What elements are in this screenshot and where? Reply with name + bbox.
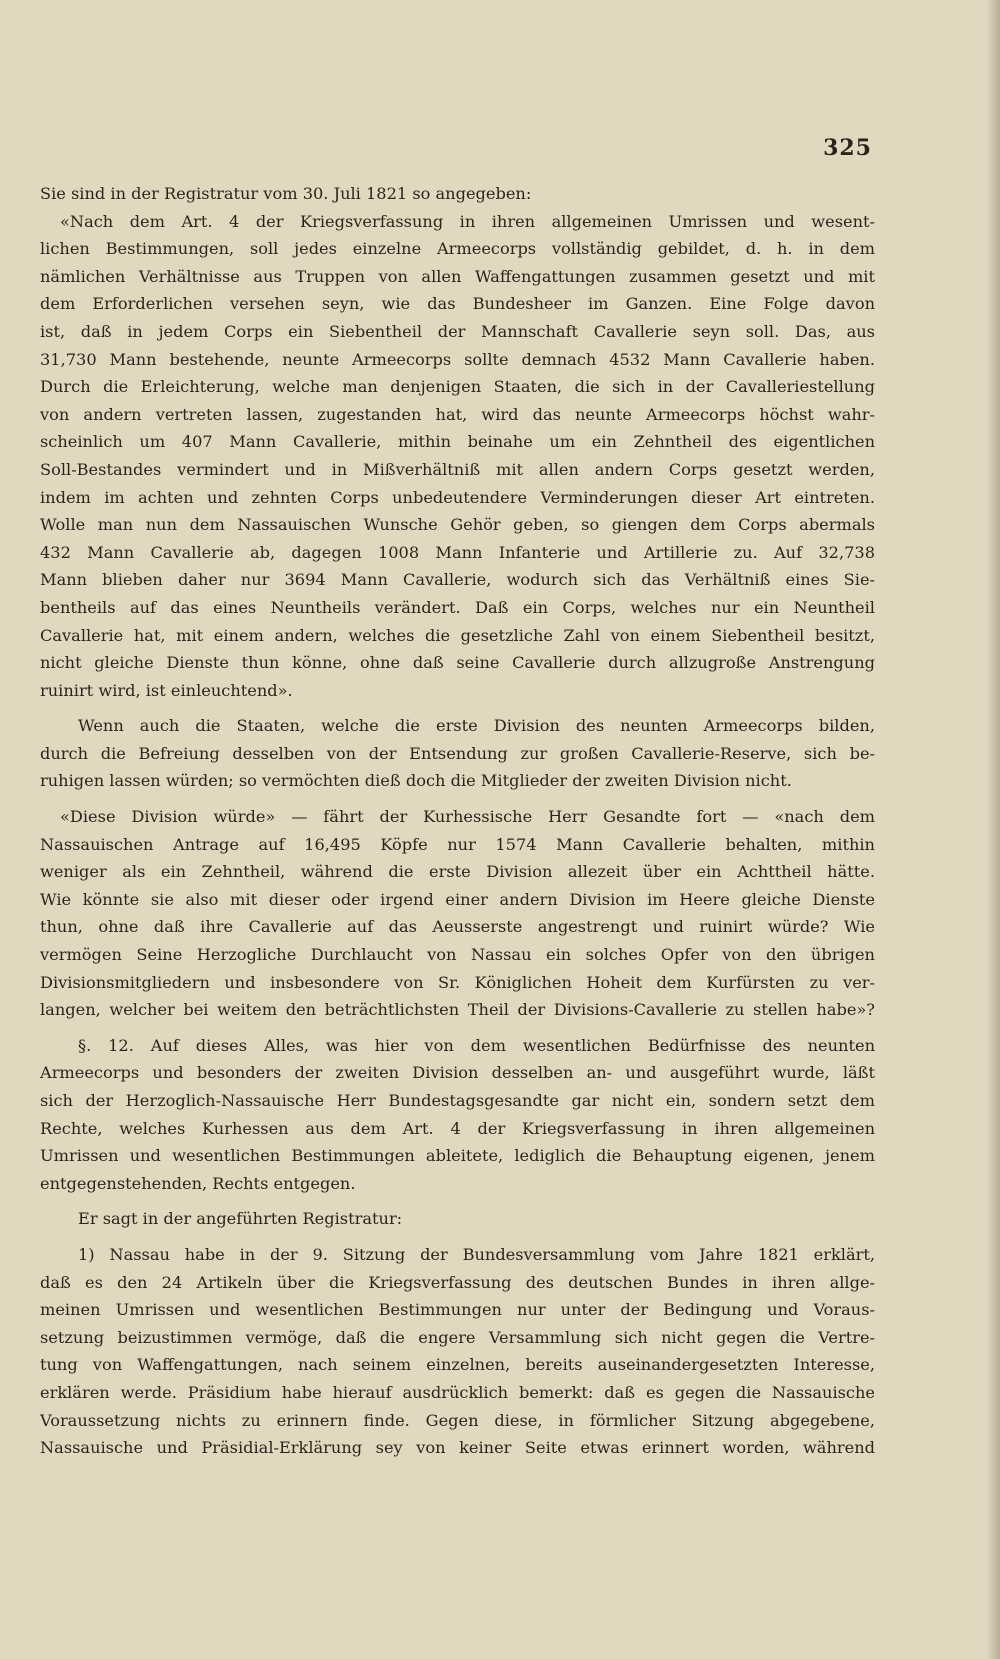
text-line: Wie könnte sie also mit dieser oder irgend einer andern Division im Heere gleiche Dienste [40, 889, 875, 909]
text-line: dem Erforderlichen versehen seyn, wie das Bundesheer im Ganzen. Eine Folge davon [40, 294, 875, 314]
text-line: tung von Waffengattungen, nach seinem einzelnen, bereits auseinandergesetzten Interesse, [40, 1355, 875, 1375]
text-line: Sie sind in der Registratur vom 30. Juli 1821 so angegeben: [40, 184, 532, 203]
text-line: Nassauischen Antrage auf 16,495 Köpfe nur 1574 Mann Cavallerie behalten, mithin [40, 834, 875, 854]
text-line: Wenn auch die Staaten, welche die erste Division des neunten Armeecorps bilden, [78, 716, 875, 736]
text-line: Divisionsmitgliedern und insbesondere von Sr. Königlichen Hoheit dem Kurfürsten zu ver- [40, 972, 875, 992]
paragraph-gap [40, 795, 875, 803]
paragraph-gap [40, 704, 875, 712]
page-edge-shadow [986, 0, 1000, 1659]
paragraph-gap [40, 1024, 875, 1032]
text-line: daß es den 24 Artikeln über die Kriegsverfassung des deutschen Bundes in ihren allge- [40, 1272, 875, 1292]
text-line: 432 Mann Cavallerie ab, dagegen 1008 Mann Infanterie und Artillerie zu. Auf 32,738 [40, 542, 875, 562]
text-line: nämlichen Verhältnisse aus Truppen von allen Waffengattungen zusammen gesetzt und mit [40, 266, 875, 286]
text-line: bentheils auf das eines Neuntheils verändert. Daß ein Corps, welches nur ein Neuntheil [40, 597, 875, 617]
text-line: Soll-Bestandes vermindert und in Mißverhältniß mit allen andern Corps gesetzt werden, [40, 459, 875, 479]
text-line: von andern vertreten lassen, zugestanden hat, wird das neunte Armeecorps höchst wahr- [40, 404, 875, 424]
text-line: Wolle man nun dem Nassauischen Wunsche Gehör geben, so giengen dem Corps abermals [40, 515, 875, 535]
text-line: vermögen Seine Herzogliche Durchlaucht von Nassau ein solches Opfer von den übrigen [40, 945, 875, 965]
text-line: Umrissen und wesentlichen Bestimmungen ableitete, lediglich die Behauptung eigenen, jenem [40, 1146, 875, 1166]
text-line: thun, ohne daß ihre Cavallerie auf das Aeusserste angestrengt und ruinirt würde? Wie [40, 917, 875, 937]
text-line: nicht gleiche Dienste thun könne, ohne daß seine Cavallerie durch allzugroße Anstrengung [40, 653, 875, 673]
body-text [40, 180, 875, 1462]
text-line: §. 12. Auf dieses Alles, was hier von dem wesentlichen Bedürfnisse des neunten [78, 1035, 875, 1055]
text-line: ruhigen lassen würden; so vermöchten dieß doch die Mitglieder der zweiten Division nicht. [40, 771, 792, 791]
text-line: indem im achten und zehnten Corps unbedeutendere Verminderungen dieser Art eintreten. [40, 487, 875, 507]
text-line: Mann blieben daher nur 3694 Mann Cavallerie, wodurch sich das Verhältniß eines Sie- [40, 570, 875, 590]
text-line: Armeecorps und besonders der zweiten Division desselben an- und ausgeführt wurde, läßt [40, 1063, 875, 1083]
text-line: durch die Befreiung desselben von der Entsendung zur großen Cavallerie-Reserve, sich be- [40, 743, 875, 763]
text-line: meinen Umrissen und wesentlichen Bestimmungen nur unter der Bedingung und Voraus- [40, 1300, 875, 1320]
paragraph-gap [40, 1197, 875, 1205]
paragraph-gap [40, 1233, 875, 1241]
text-line: entgegenstehenden, Rechts entgegen. [40, 1173, 356, 1193]
text-line: ruinirt wird, ist einleuchtend». [40, 680, 293, 700]
text-line: 1) Nassau habe in der 9. Sitzung der Bundesversammlung vom Jahre 1821 erklärt, [78, 1244, 875, 1264]
text-line: «Nach dem Art. 4 der Kriegsverfassung in ihren allgemeinen Umrissen und wesent- [60, 211, 875, 231]
text-line: 31,730 Mann bestehende, neunte Armeecorps sollte demnach 4532 Mann Cavallerie haben. [40, 349, 875, 369]
text-line: Rechte, welches Kurhessen aus dem Art. 4 der Kriegsverfassung in ihren allgemeinen [40, 1118, 875, 1138]
text-line: scheinlich um 407 Mann Cavallerie, mithin beinahe um ein Zehntheil des eigentlichen [40, 432, 875, 452]
text-line: ist, daß in jedem Corps ein Siebentheil der Mannschaft Cavallerie seyn soll. Das, aus [40, 321, 875, 341]
text-line: erklären werde. Präsidium habe hierauf ausdrücklich bemerkt: daß es gegen die Nassauische [40, 1382, 875, 1402]
text-line: weniger als ein Zehntheil, während die erste Division allezeit über ein Achttheil hätte. [40, 862, 875, 882]
text-line: lichen Bestimmungen, soll jedes einzelne Armeecorps vollständig gebildet, d. h. in dem [40, 239, 875, 259]
text-line: sich der Herzoglich-Nassauische Herr Bundestagsgesandte gar nicht ein, sondern setzt dem [40, 1091, 875, 1110]
text-line: Nassauische und Präsidial-Erklärung sey von keiner Seite etwas erinnert worden, während [40, 1438, 875, 1458]
text-line: «Diese Division würde» — fährt der Kurhessische Herr Gesandte fort — «nach dem [60, 807, 875, 827]
text-line: setzung beizustimmen vermöge, daß die engere Versammlung sich nicht gegen die Vertre- [40, 1327, 875, 1347]
page-number: 325 [823, 135, 872, 161]
text-line: Cavallerie hat, mit einem andern, welches die gesetzliche Zahl von einem Siebentheil besitzt, [40, 625, 875, 645]
text-line: Voraussetzung nichts zu erinnern finde. Gegen diese, in förmlicher Sitzung abgegebene, [40, 1410, 875, 1430]
text-line: Durch die Erleichterung, welche man denjenigen Staaten, die sich in der Cavalleriestellung [40, 377, 875, 397]
text-line: langen, welcher bei weitem den beträchtlichsten Theil der Divisions-Cavallerie zu stellen habe»? [40, 1000, 875, 1020]
text-line: Er sagt in der angeführten Registratur: [78, 1209, 403, 1229]
